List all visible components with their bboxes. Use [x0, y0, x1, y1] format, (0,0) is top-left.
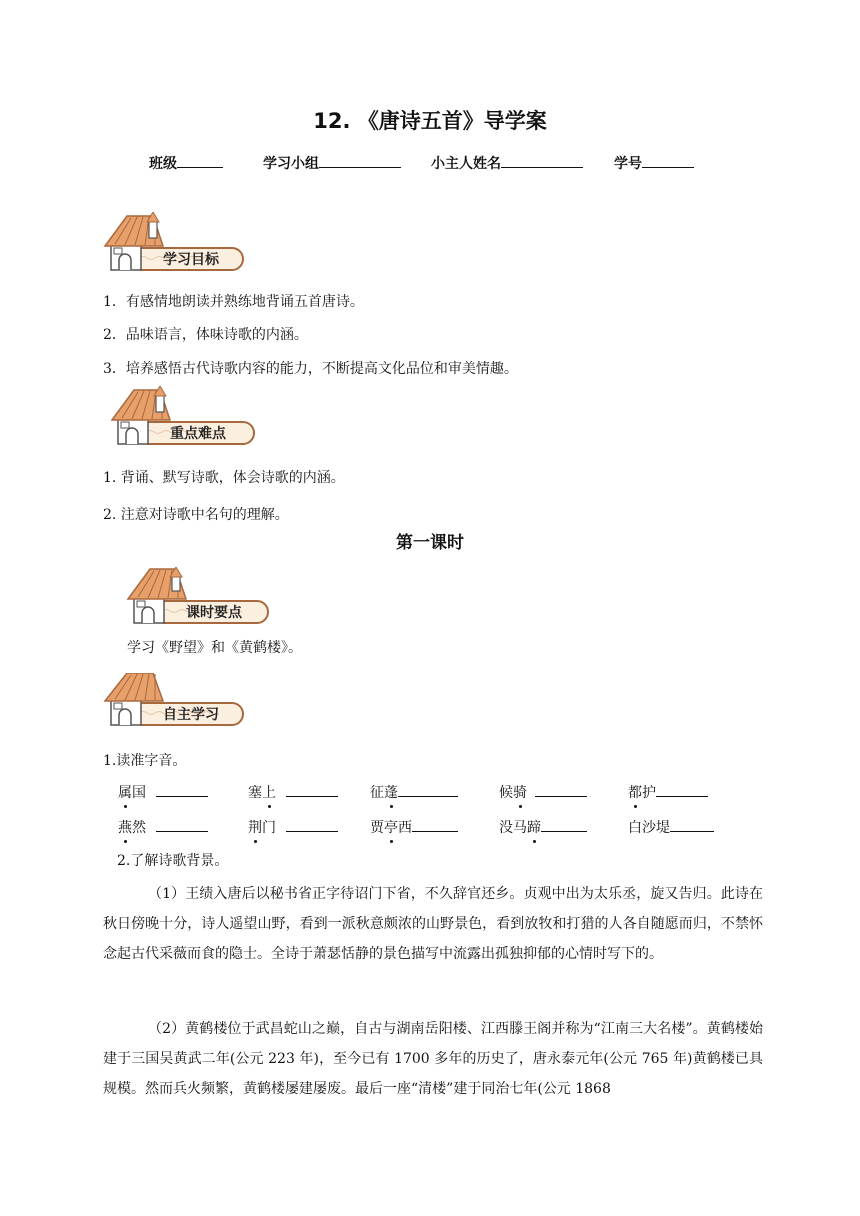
pronunciation-word: 都护 [628, 785, 656, 801]
pronunciation-item [499, 817, 587, 837]
owner-blank[interactable] [501, 153, 583, 168]
lesson-points-badge-label: 课时要点 [186, 605, 242, 621]
goals-badge-label: 学习目标 [163, 252, 219, 268]
self-study-badge [103, 673, 253, 733]
answer-blank[interactable] [286, 817, 338, 832]
answer-blank[interactable] [156, 817, 208, 832]
pronunciation-item [248, 817, 338, 837]
lesson-title: 第一课时 [396, 533, 464, 553]
goal-item-2: 2．品味语言，体味诗歌的内涵。 [103, 327, 308, 343]
question-2: 2.了解诗歌背景。 [117, 853, 229, 869]
house-icon [103, 673, 253, 733]
background-paragraph-2: （2）黄鹤楼位于武昌蛇山之巅，自古与湖南岳阳楼、江西滕王阁并称为“江南三大名楼”。黄鹤楼始建于三国吴黄武二年(公元 223 年)，至今已有 1700 多年的历史了，唐永泰元年(公元 765 年)黄鹤楼已具规模。然而兵火频繁，黄鹤楼屡建屡废。最后一座“清楼”建于同治七年(公元 1868 [103, 1021, 763, 1097]
answer-blank[interactable] [286, 782, 338, 797]
pronunciation-row-2 [0, 817, 860, 841]
goals-badge [103, 212, 253, 272]
pronunciation-word: 塞上 [248, 785, 276, 801]
pronunciation-word: 白沙堤 [628, 820, 670, 836]
pronunciation-row-1 [0, 782, 860, 806]
pronunciation-item [628, 782, 708, 802]
pronunciation-item [370, 817, 458, 837]
key-point-item-1: 1. 背诵、默写诗歌，体会诗歌的内涵。 [103, 470, 345, 486]
pronunciation-item [628, 817, 714, 837]
pronunciation-word: 没马蹄 [499, 820, 541, 836]
class-label: 班级 [149, 156, 177, 172]
lesson-points-text: 学习《野望》和《黄鹤楼》。 [127, 640, 302, 656]
pronunciation-word: 燕然 [118, 820, 146, 836]
key-points-badge-label: 重点难点 [170, 426, 226, 442]
pronunciation-item [118, 817, 208, 837]
page-title: 12. 《唐诗五首》导学案 [313, 109, 547, 133]
answer-blank[interactable] [398, 782, 458, 797]
goal-item-3: 3．培养感悟古代诗歌内容的能力，不断提高文化品位和审美情趣。 [103, 361, 518, 377]
pronunciation-word: 候骑 [499, 785, 527, 801]
pronunciation-word: 贾亭西 [370, 820, 412, 836]
pronunciation-word: 荆门 [248, 820, 276, 836]
number-blank[interactable] [642, 153, 694, 168]
answer-blank[interactable] [412, 817, 458, 832]
pronunciation-word: 属国 [118, 785, 146, 801]
answer-blank[interactable] [156, 782, 208, 797]
pronunciation-item [118, 782, 208, 802]
number-field [614, 153, 694, 173]
goal-item-1: 1．有感情地朗读并熟练地背诵五首唐诗。 [103, 294, 364, 310]
pronunciation-item [499, 782, 587, 802]
question-1: 1.读准字音。 [103, 753, 187, 769]
lesson-points-badge [126, 567, 276, 627]
background-paragraph-1: （1）王绩入唐后以秘书省正字待诏门下省，不久辞官还乡。贞观中出为太乐丞，旋又告归。此诗在秋日傍晚十分，诗人遥望山野，看到一派秋意颇浓的山野景色，看到放牧和打猎的人各自随愿而归，不禁怀念起古代采薇而食的隐士。全诗于萧瑟恬静的景色描写中流露出孤独抑郁的心情时写下的。 [103, 886, 763, 962]
group-label: 学习小组 [263, 156, 319, 172]
answer-blank[interactable] [656, 782, 708, 797]
pronunciation-item [248, 782, 338, 802]
class-blank[interactable] [177, 153, 223, 168]
number-label: 学号 [614, 156, 642, 172]
key-point-item-2: 2. 注意对诗歌中名句的理解。 [103, 507, 289, 523]
answer-blank[interactable] [541, 817, 587, 832]
class-field [149, 153, 223, 173]
pronunciation-item [370, 782, 458, 802]
owner-label: 小主人姓名 [431, 156, 501, 172]
key-points-badge [110, 386, 260, 446]
group-blank[interactable] [319, 153, 401, 168]
self-study-badge-label: 自主学习 [163, 707, 219, 723]
answer-blank[interactable] [535, 782, 587, 797]
group-field [263, 153, 401, 173]
pronunciation-word: 征蓬 [370, 785, 398, 801]
answer-blank[interactable] [670, 817, 714, 832]
owner-field [431, 153, 583, 173]
